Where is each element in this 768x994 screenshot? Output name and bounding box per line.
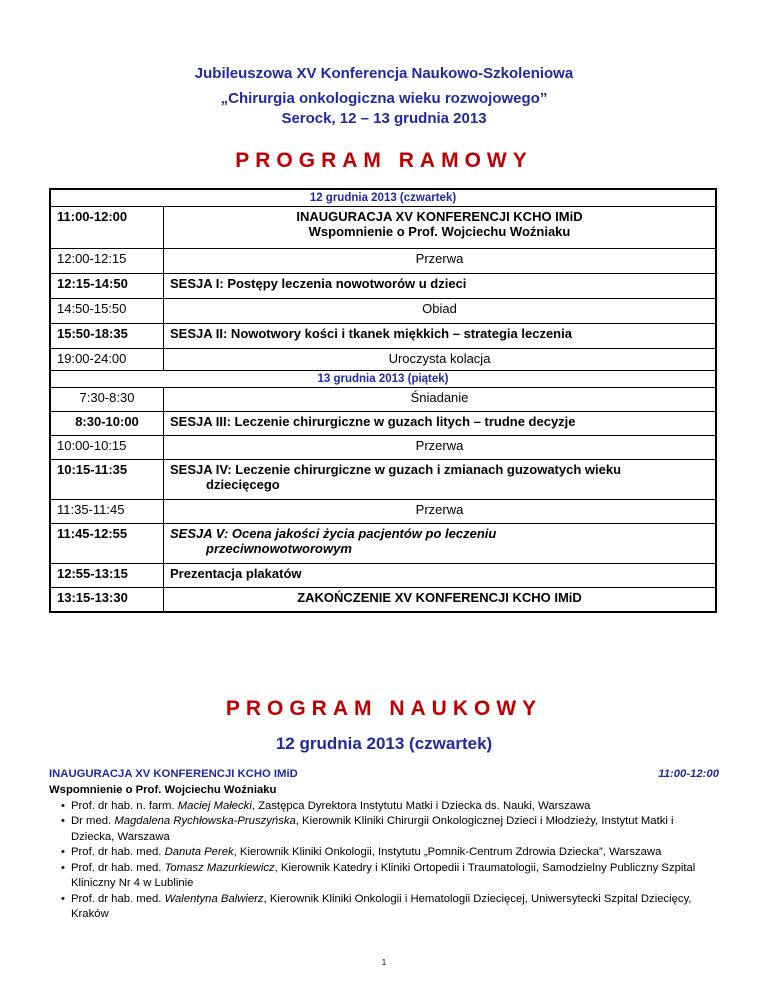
conference-location-date: Serock, 12 – 13 grudnia 2013 <box>281 110 487 127</box>
event-cell: Przerwa <box>164 436 717 460</box>
table-row <box>50 274 716 299</box>
list-item <box>71 892 719 923</box>
speaker-name: Maciej Małecki <box>177 799 252 812</box>
event-cell: Śniadanie <box>164 388 717 412</box>
time-cell: 10:00-10:15 <box>50 436 164 460</box>
event-text-2: dziecięcego <box>206 477 280 492</box>
program-naukowy-day: 12 grudnia 2013 (czwartek) <box>275 734 493 753</box>
event-text: SESJA V: Ocena jakości życia pacjentów po leczeniu <box>170 526 497 541</box>
time-cell: 11:45-12:55 <box>50 524 164 564</box>
event-cell: Przerwa <box>164 500 717 524</box>
time-cell: 15:50-18:35 <box>50 324 164 349</box>
table-row <box>50 460 716 500</box>
table-row <box>50 324 716 349</box>
speaker-affiliation: , Kierownik Katedry i Kliniki Ortopedii i Traumatologii, Samodzielny Publiczny Szpital Kliniczny Nr 4 w Lublinie <box>71 861 696 889</box>
list-item <box>71 814 719 845</box>
list-item <box>71 861 719 892</box>
speaker-affiliation: , Kierownik Kliniki Chirurgii Onkologicznej Dzieci i Młodzieży, Instytut Matki i Dziecka, Warszawa <box>71 815 674 843</box>
day-header-row <box>50 189 716 207</box>
scientific-program-section <box>49 767 719 923</box>
list-item <box>71 845 719 861</box>
event-cell <box>164 524 717 564</box>
speaker-title: Prof. dr hab. med. <box>71 892 165 905</box>
table-row <box>50 412 716 436</box>
table-row <box>50 500 716 524</box>
table-row <box>50 524 716 564</box>
speaker-list <box>49 799 719 923</box>
event-cell: Prezentacja plakatów <box>164 564 717 588</box>
session-subtitle: Wspomnienie o Prof. Wojciechu Woźniaku <box>49 784 277 796</box>
conference-subtitle: „Chirurgia onkologiczna wieku rozwojowego” <box>220 90 548 107</box>
event-text-2: Wspomnienie o Prof. Wojciechu Woźniaku <box>308 224 571 239</box>
speaker-title: Prof. dr hab. n. farm. <box>71 799 178 812</box>
table-row <box>50 299 716 324</box>
time-cell: 11:00-12:00 <box>50 207 164 249</box>
speaker-name: Danuta Perek <box>164 846 234 858</box>
program-ramowy-table <box>49 188 717 613</box>
speaker-title: Dr med. <box>71 815 115 827</box>
day2-label: 13 grudnia 2013 (piątek) <box>50 371 716 388</box>
event-cell: Przerwa <box>164 249 717 274</box>
time-cell: 7:30-8:30 <box>50 388 164 412</box>
table-row <box>50 588 716 612</box>
time-cell: 8:30-10:00 <box>50 412 164 436</box>
program-ramowy-title: PROGRAM RAMOWY <box>235 149 533 172</box>
table-row <box>50 388 716 412</box>
event-text: INAUGURACJA XV KONFERENCJI KCHO IMiD <box>296 209 583 224</box>
program-naukowy-title: PROGRAM NAUKOWY <box>225 697 543 720</box>
time-cell: 12:00-12:15 <box>50 249 164 274</box>
table-row <box>50 436 716 460</box>
event-cell: ZAKOŃCZENIE XV KONFERENCJI KCHO IMiD <box>164 588 717 612</box>
event-cell <box>164 207 717 249</box>
time-cell: 11:35-11:45 <box>50 500 164 524</box>
speaker-affiliation: , Kierownik Kliniki Onkologii i Hematologii Dziecięcej, Uniwersytecki Szpital Dziecięcy, Kraków <box>71 892 692 920</box>
table-row <box>50 249 716 274</box>
page-number: 1 <box>381 958 387 967</box>
table-row <box>50 564 716 588</box>
day-header-row <box>50 371 716 388</box>
table-row <box>50 207 716 249</box>
session-time: 11:00-12:00 <box>658 768 719 780</box>
session-title: INAUGURACJA XV KONFERENCJI KCHO IMiD <box>49 768 298 780</box>
event-cell: SESJA I: Postępy leczenia nowotworów u dzieci <box>164 274 717 299</box>
day1-label: 12 grudnia 2013 (czwartek) <box>50 189 716 207</box>
list-item <box>71 799 719 815</box>
time-cell: 12:55-13:15 <box>50 564 164 588</box>
speaker-title: Prof. dr hab. med. <box>71 846 165 858</box>
event-text-2: przeciwnowotworowym <box>206 541 352 556</box>
event-cell: SESJA III: Leczenie chirurgiczne w guzach litych – trudne decyzje <box>164 412 717 436</box>
speaker-name: Tomasz Mazurkiewicz <box>164 861 275 874</box>
time-cell: 12:15-14:50 <box>50 274 164 299</box>
event-cell: SESJA II: Nowotwory kości i tkanek miękkich – strategia leczenia <box>164 324 717 349</box>
event-cell <box>164 460 717 500</box>
event-text: SESJA IV: Leczenie chirurgiczne w guzach i zmianach guzowatych wieku <box>170 462 622 477</box>
event-cell: Obiad <box>164 299 717 324</box>
time-cell: 13:15-13:30 <box>50 588 164 612</box>
table-row <box>50 349 716 371</box>
speaker-name: Walentyna Balwierz <box>164 892 264 905</box>
speaker-affiliation: , Kierownik Kliniki Onkologii, Instytutu „Pomnik-Centrum Zdrowia Dziecka”, Warszawa <box>233 846 662 858</box>
time-cell: 19:00-24:00 <box>50 349 164 371</box>
speaker-name: Magdalena Rychłowska-Pruszyńska <box>114 815 296 827</box>
speaker-title: Prof. dr hab. med. <box>71 861 165 874</box>
event-cell: Uroczysta kolacja <box>164 349 717 371</box>
time-cell: 10:15-11:35 <box>50 460 164 500</box>
speaker-affiliation: , Zastępca Dyrektora Instytutu Matki i Dziecka ds. Nauki, Warszawa <box>251 799 591 812</box>
time-cell: 14:50-15:50 <box>50 299 164 324</box>
session-header <box>49 767 719 783</box>
conference-title: Jubileuszowa XV Konferencja Naukowo-Szkoleniowa <box>194 65 574 82</box>
